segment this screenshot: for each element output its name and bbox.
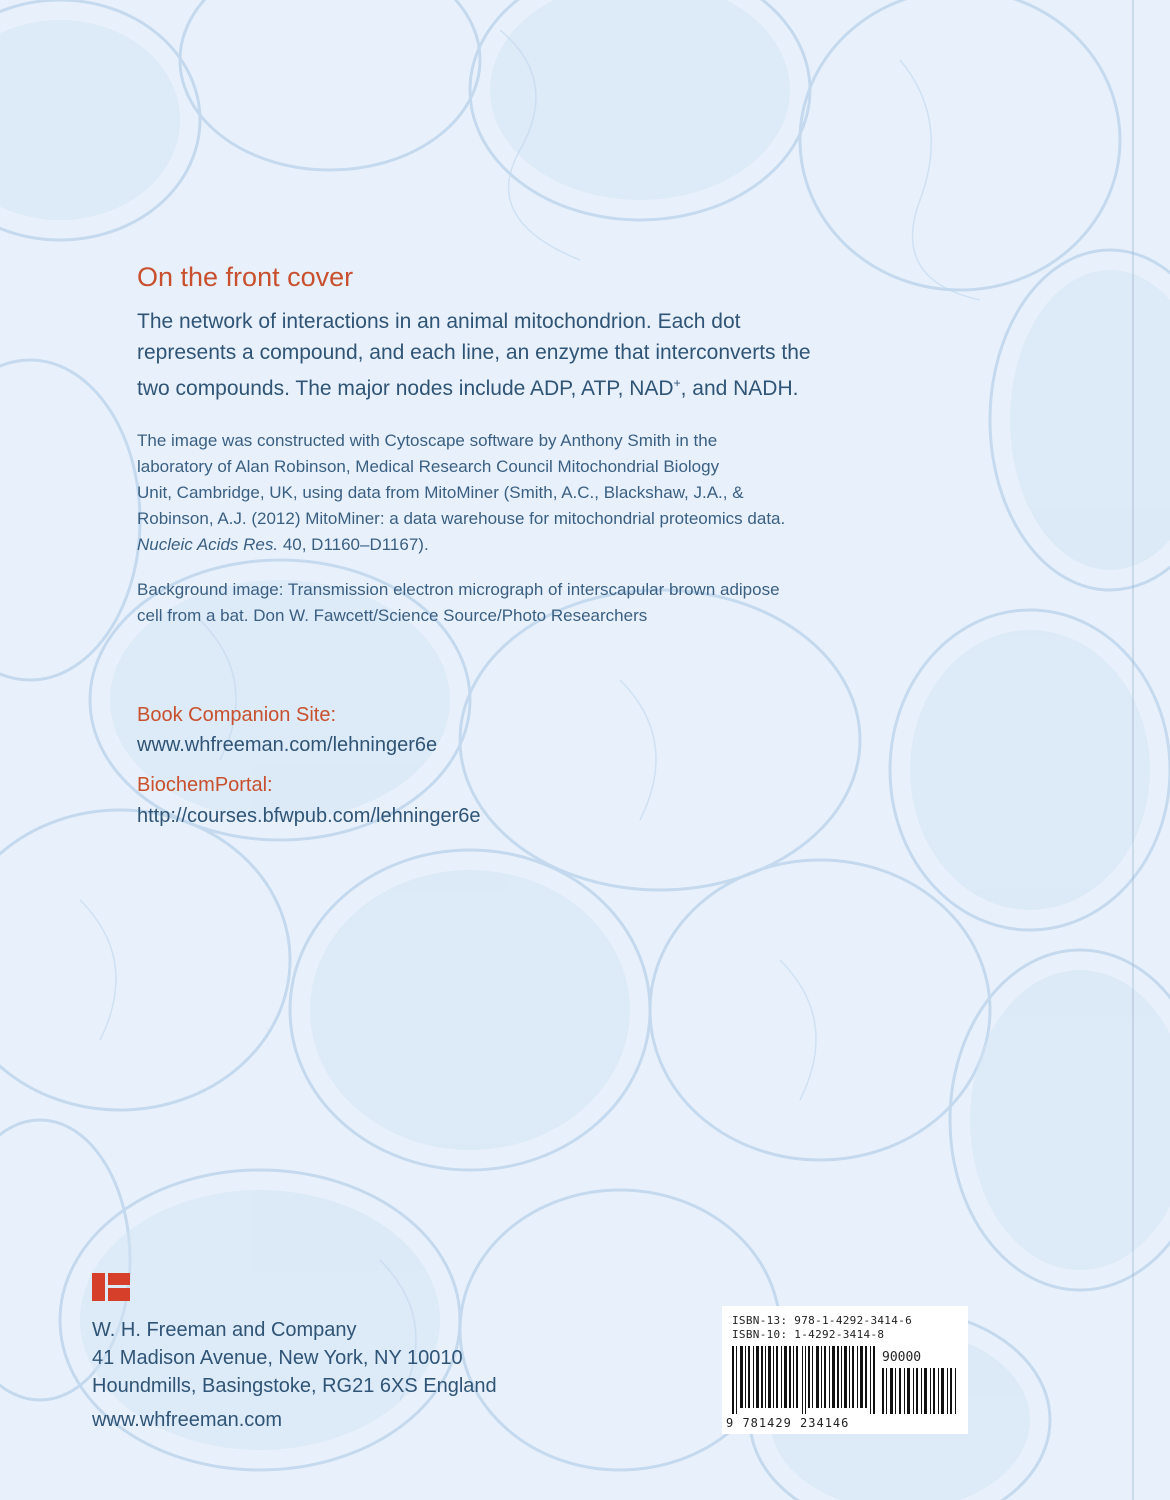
credit-line: Nucleic Acids Res. 40, D1160–D1167). xyxy=(137,535,429,554)
isbn-barcode xyxy=(722,1306,968,1434)
publisher-name: W. H. Freeman and Company xyxy=(92,1319,357,1341)
biochemportal-link[interactable]: http://courses.bfwpub.com/lehninger6e xyxy=(137,805,481,827)
front-cover-description xyxy=(137,306,957,404)
description-line: two compounds. The major nodes include ADP, ATP, NAD+, and NADH. xyxy=(137,376,799,400)
credit-line: laboratory of Alan Robinson, Medical Research Council Mitochondrial Biology xyxy=(137,457,720,476)
description-line: The network of interactions in an animal mitochondrion. Each dot xyxy=(137,310,741,333)
isbn10-text: ISBN-10: 1-4292-3414-8 xyxy=(732,1328,885,1341)
publisher-website-link[interactable]: www.whfreeman.com xyxy=(92,1409,283,1431)
credit-line: Background image: Transmission electron micrograph of interscapular brown adipose xyxy=(137,580,780,599)
barcode-digits: 9 781429 234146 xyxy=(726,1416,850,1430)
description-line: represents a compound, and each line, an enzyme that interconverts the xyxy=(137,341,811,364)
publisher-address: Houndmills, Basingstoke, RG21 6XS England xyxy=(92,1375,497,1397)
image-credit xyxy=(137,428,957,558)
credit-line: Unit, Cambridge, UK, using data from MitoMiner (Smith, A.C., Blackshaw, J.A., & xyxy=(137,483,744,502)
biochemportal-label: BiochemPortal: xyxy=(137,774,273,796)
barcode-addon-bars xyxy=(882,1368,958,1414)
credit-line: The image was constructed with Cytoscape software by Anthony Smith in the xyxy=(137,431,718,450)
publisher-address: 41 Madison Avenue, New York, NY 10010 xyxy=(92,1347,463,1369)
price-code: 90000 xyxy=(882,1350,922,1365)
spine-edge xyxy=(1132,0,1134,1500)
credit-line: Robinson, A.J. (2012) MitoMiner: a data warehouse for mitochondrial proteomics data. xyxy=(137,509,786,528)
barcode-main-bars xyxy=(732,1346,882,1414)
background-image-credit xyxy=(137,577,957,629)
publisher-logo-icon xyxy=(92,1273,130,1301)
isbn13-text: ISBN-13: 978-1-4292-3414-6 xyxy=(732,1314,912,1327)
companion-site-link[interactable]: www.whfreeman.com/lehninger6e xyxy=(137,734,438,756)
front-cover-heading: On the front cover xyxy=(137,262,354,292)
credit-line: cell from a bat. Don W. Fawcett/Science Source/Photo Researchers xyxy=(137,606,648,625)
companion-site-label: Book Companion Site: xyxy=(137,704,337,726)
